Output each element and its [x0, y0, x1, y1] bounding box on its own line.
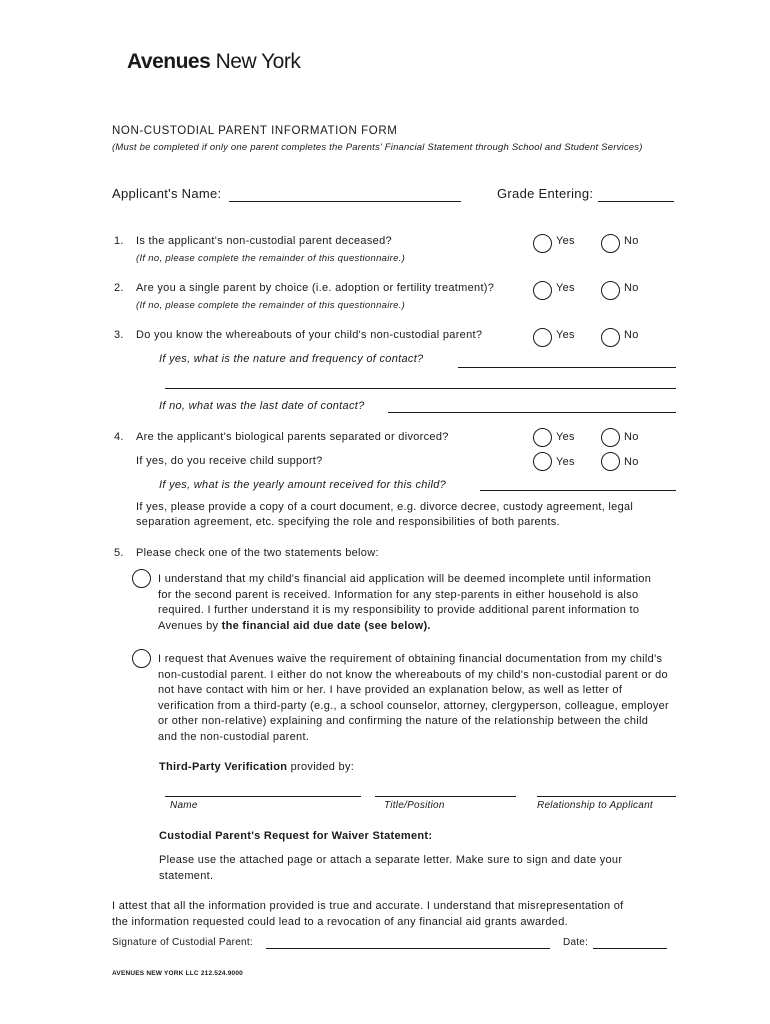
third-party-relationship-field[interactable] — [537, 796, 676, 797]
q5-number: 5. — [114, 547, 124, 559]
third-party-name-field[interactable] — [165, 796, 361, 797]
q2-note: (If no, please complete the remainder of this questionnaire.) — [136, 300, 406, 311]
third-party-relationship-caption: Relationship to Applicant — [537, 800, 653, 811]
q3-no-label: No — [624, 329, 639, 341]
q2-text: Are you a single parent by choice (i.e. adoption or fertility treatment)? — [136, 282, 495, 294]
q4-yes-label: Yes — [556, 431, 575, 443]
q4-support-no-label: No — [624, 456, 639, 468]
q4-copy-text-2: separation agreement, etc. specifying the role and responsibilities of both parents. — [136, 516, 560, 528]
q1-yes-label: Yes — [556, 235, 575, 247]
third-party-name-caption: Name — [170, 800, 198, 811]
statement2-checkbox[interactable] — [132, 649, 151, 668]
q4-child-support-text: If yes, do you receive child support? — [136, 455, 323, 467]
grade-entering-label: Grade Entering: — [497, 186, 594, 201]
applicant-name-label: Applicant's Name: — [112, 186, 222, 201]
signature-field[interactable] — [266, 948, 550, 949]
date-label: Date: — [563, 937, 589, 948]
statement1-checkbox[interactable] — [132, 569, 151, 588]
q4-no-radio[interactable] — [601, 428, 620, 447]
logo: Avenues New York — [127, 50, 301, 73]
waiver-body: Please use the attached page or attach a separate letter. Make sure to sign and date your statement. — [159, 854, 623, 882]
q4-copy-text-1: If yes, please provide a copy of a court document, e.g. divorce decree, custody agreement, legal — [136, 501, 634, 513]
q3-last-contact-field[interactable] — [388, 412, 676, 413]
q4-support-no-radio[interactable] — [601, 452, 620, 471]
q3-number: 3. — [114, 329, 124, 341]
q4-amount-field[interactable] — [480, 490, 676, 491]
q4-yes-radio[interactable] — [533, 428, 552, 447]
q4-support-yes-label: Yes — [556, 456, 575, 468]
q4-support-yes-radio[interactable] — [533, 452, 552, 471]
attestation-line-1: I attest that all the information provided is true and accurate. I understand that misrepresentation of — [112, 900, 624, 912]
q4-text: Are the applicant's biological parents separated or divorced? — [136, 431, 449, 443]
form-title: NON-CUSTODIAL PARENT INFORMATION FORM — [112, 125, 398, 137]
date-field[interactable] — [593, 948, 667, 949]
attestation-line-2: the information requested could lead to a revocation of any financial aid grants awarded. — [112, 916, 568, 928]
q3-last-contact-question: If no, what was the last date of contact? — [159, 400, 365, 412]
q3-yes-label: Yes — [556, 329, 575, 341]
signature-label: Signature of Custodial Parent: — [112, 937, 253, 948]
form-subtitle: (Must be completed if only one parent completes the Parents' Financial Statement through School and Student Services) — [112, 142, 643, 153]
q3-text: Do you know the whereabouts of your child's non-custodial parent? — [136, 329, 483, 341]
third-party-label: Third-Party Verification provided by: — [159, 761, 355, 773]
third-party-title-caption: Title/Position — [384, 800, 445, 811]
q2-yes-label: Yes — [556, 282, 575, 294]
q1-note: (If no, please complete the remainder of this questionnaire.) — [136, 253, 406, 264]
q4-no-label: No — [624, 431, 639, 443]
footer-text: AVENUES NEW YORK LLC 212.524.9000 — [112, 970, 243, 977]
q2-no-label: No — [624, 282, 639, 294]
q3-contact-field[interactable] — [458, 367, 676, 368]
q1-no-label: No — [624, 235, 639, 247]
q2-number: 2. — [114, 282, 124, 294]
q1-number: 1. — [114, 235, 124, 247]
q4-number: 4. — [114, 431, 124, 443]
q4-amount-question: If yes, what is the yearly amount received for this child? — [159, 479, 447, 491]
q3-no-radio[interactable] — [601, 328, 620, 347]
grade-entering-field[interactable] — [598, 201, 674, 202]
q3-contact-field-line2[interactable] — [165, 388, 676, 389]
waiver-heading: Custodial Parent's Request for Waiver Statement: — [159, 830, 433, 842]
q1-yes-radio[interactable] — [533, 234, 552, 253]
statement2-text: I request that Avenues waive the requirement of obtaining financial documentation from my child's non-custodial parent. I either do not know the whereabouts of my child's non-custodial parent or do not have contact with him or her. I have provided an explanation below, as well as letter of verification from a third-party (e.g., a school counselor, attorney, clergyperson, colleague, employer or other non-relative) explaining and confirming the nature of the relationship between the child and the non-custodial parent. — [158, 653, 669, 743]
q3-contact-question: If yes, what is the nature and frequency of contact? — [159, 353, 424, 365]
q5-text: Please check one of the two statements below: — [136, 547, 379, 559]
q2-no-radio[interactable] — [601, 281, 620, 300]
q2-yes-radio[interactable] — [533, 281, 552, 300]
q3-yes-radio[interactable] — [533, 328, 552, 347]
q1-no-radio[interactable] — [601, 234, 620, 253]
statement1-text: I understand that my child's financial aid application will be deemed incomplete until information for the second parent is received. Information for any step-parents in either household is also required. I further understand it is my responsibility to provide additional parent information to Avenues by the financial aid due date (see below). — [158, 573, 652, 632]
q1-text: Is the applicant's non-custodial parent deceased? — [136, 235, 392, 247]
applicant-name-field[interactable] — [229, 201, 461, 202]
third-party-title-field[interactable] — [375, 796, 516, 797]
